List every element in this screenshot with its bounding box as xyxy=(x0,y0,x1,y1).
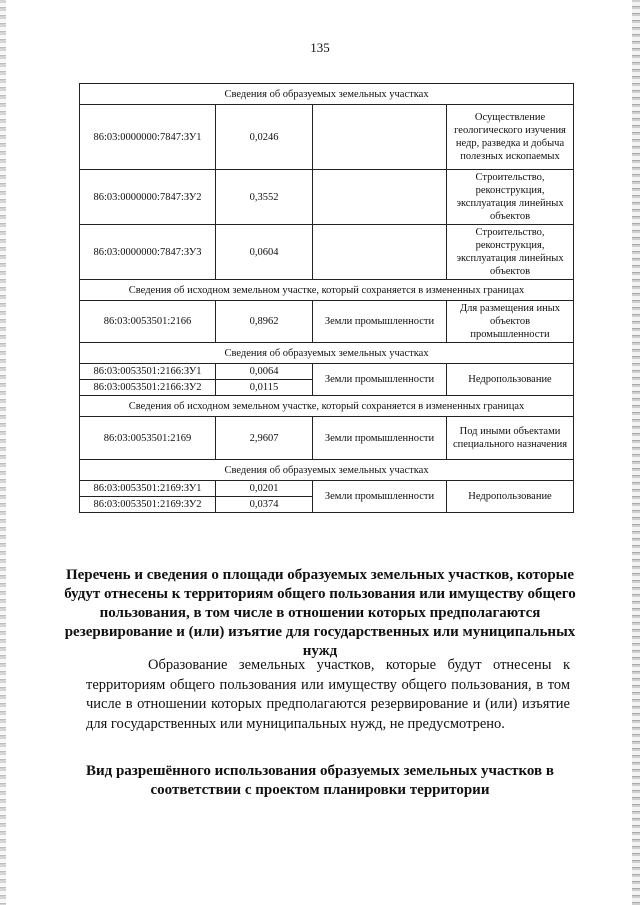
table-row xyxy=(80,481,574,497)
scan-edge-left xyxy=(0,0,6,905)
table-row xyxy=(80,105,574,170)
cadastral-number: 86:03:0053501:2169:ЗУ1 xyxy=(80,481,216,497)
section-header-row xyxy=(80,84,574,105)
area-value: 0,0374 xyxy=(216,497,313,513)
scan-edge-right xyxy=(632,0,640,905)
land-category: Земли промышленности xyxy=(313,364,447,396)
section-header: Сведения об образуемых земельных участках xyxy=(80,460,574,481)
section-header: Сведения об исходном земельном участке, который сохраняется в измененных границах xyxy=(80,280,574,301)
section-header-row xyxy=(80,343,574,364)
section-header-row xyxy=(80,460,574,481)
area-value: 0,0115 xyxy=(216,380,313,396)
permitted-use: Недропользование xyxy=(447,364,574,396)
table-row xyxy=(80,301,574,343)
permitted-use: Под иными объектами специального назначения xyxy=(447,417,574,460)
area-value: 0,0064 xyxy=(216,364,313,380)
permitted-use: Строительство, реконструкция, эксплуатация линейных объектов xyxy=(447,170,574,225)
area-value: 0,0246 xyxy=(216,105,313,170)
cadastral-number: 86:03:0053501:2169 xyxy=(80,417,216,460)
section-header: Сведения об образуемых земельных участках xyxy=(80,84,574,105)
section-header: Сведения об образуемых земельных участках xyxy=(80,343,574,364)
cadastral-number: 86:03:0000000:7847:ЗУ3 xyxy=(80,225,216,280)
cadastral-number: 86:03:0053501:2166:ЗУ2 xyxy=(80,380,216,396)
land-category xyxy=(313,105,447,170)
page-number: 135 xyxy=(310,40,330,55)
permitted-use: Недропользование xyxy=(447,481,574,513)
land-category: Земли промышленности xyxy=(313,301,447,343)
area-value: 0,0604 xyxy=(216,225,313,280)
permitted-use: Осуществление геологического изучения недр, разведка и добыча полезных ископаемых xyxy=(447,105,574,170)
land-category xyxy=(313,170,447,225)
land-plots-table xyxy=(79,83,574,513)
permitted-use: Для размещения иных объектов промышленности xyxy=(447,301,574,343)
table-row xyxy=(80,417,574,460)
section-header: Сведения об исходном земельном участке, который сохраняется в измененных границах xyxy=(80,396,574,417)
area-value: 0,3552 xyxy=(216,170,313,225)
cadastral-number: 86:03:0053501:2169:ЗУ2 xyxy=(80,497,216,513)
land-category xyxy=(313,225,447,280)
section-header-row xyxy=(80,396,574,417)
table-row xyxy=(80,364,574,380)
table-row xyxy=(80,225,574,280)
section-heading-permitted-use: Вид разрешённого использования образуемых земельных участков в соответствии с проектом планировки территории xyxy=(85,763,554,798)
permitted-use: Строительство, реконструкция, эксплуатация линейных объектов xyxy=(447,225,574,280)
cadastral-number: 86:03:0053501:2166:ЗУ1 xyxy=(80,364,216,380)
cadastral-number: 86:03:0053501:2166 xyxy=(80,301,216,343)
body-paragraph: Образование земельных участков, которые будут отнесены к территориям общего пользования или имуществу общего пользования, в том числе в отношении которых предполагаются резервирование и (или) изъятие для государственных или муниципальных нужд, не предусмотрено. xyxy=(86,657,570,732)
section-heading-public-use-plots: Перечень и сведения о площади образуемых земельных участков, которые будут отнесены к территориям общего пользования или имуществу общего пользования, в том числе в отношении которых предполагаются резервирование и (или) изъятие для государственных или муниципальных нужд xyxy=(64,567,576,659)
table-row xyxy=(80,170,574,225)
land-category: Земли промышленности xyxy=(313,481,447,513)
area-value: 2,9607 xyxy=(216,417,313,460)
area-value: 0,8962 xyxy=(216,301,313,343)
cadastral-number: 86:03:0000000:7847:ЗУ1 xyxy=(80,105,216,170)
section-header-row xyxy=(80,280,574,301)
land-category: Земли промышленности xyxy=(313,417,447,460)
cadastral-number: 86:03:0000000:7847:ЗУ2 xyxy=(80,170,216,225)
area-value: 0,0201 xyxy=(216,481,313,497)
